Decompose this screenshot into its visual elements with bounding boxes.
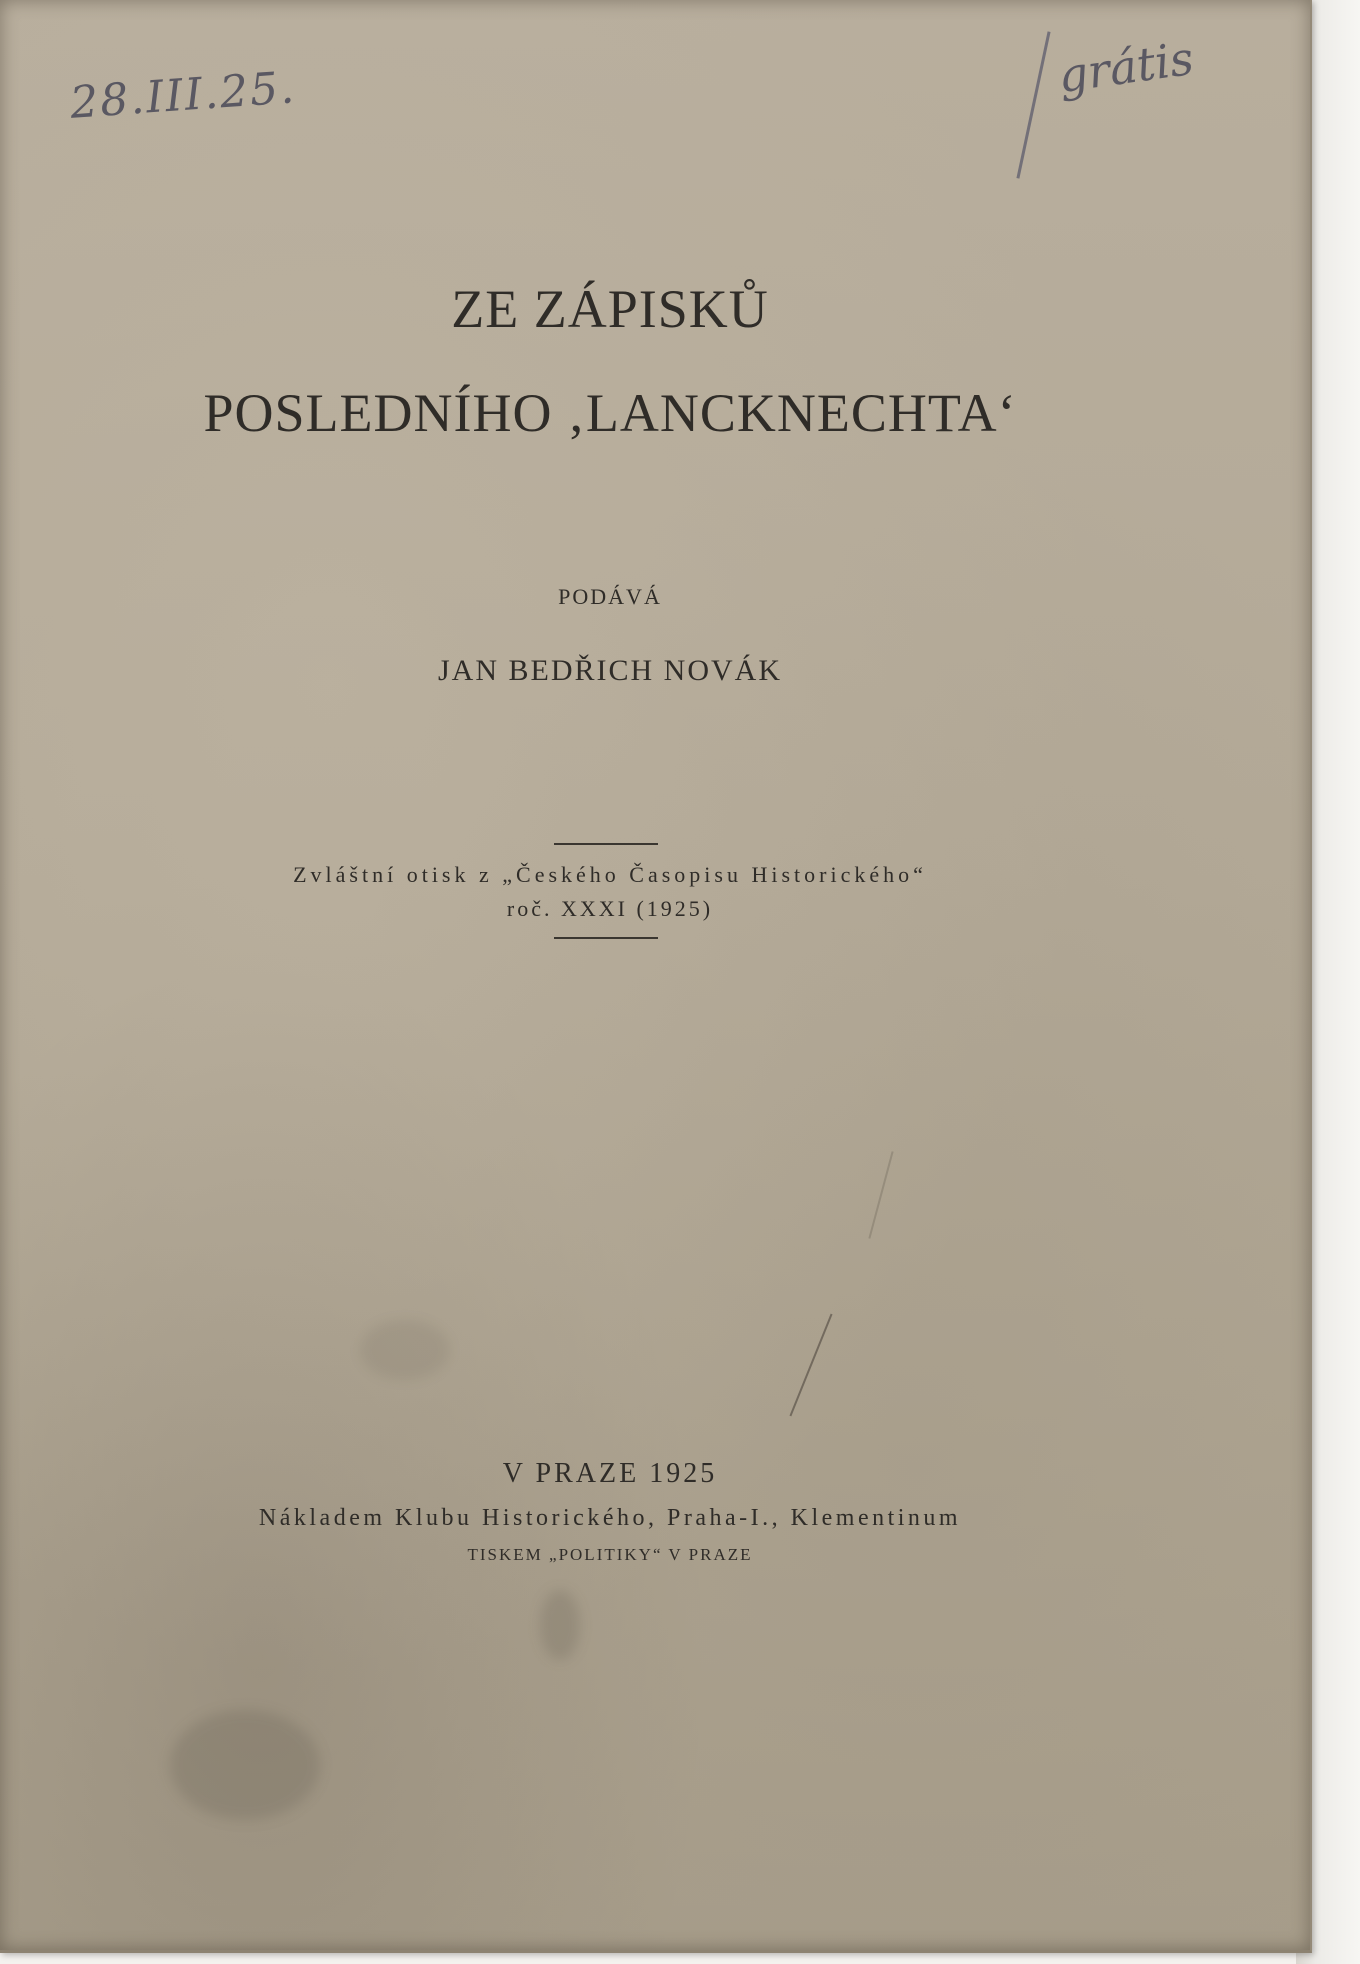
reprint-volume: roč. XXXI (1925) [506, 896, 714, 921]
printer: TISKEM „POLITIKY“ V PRAZE [467, 1545, 753, 1564]
reprint-note: Zvláštní otisk z „Českého Časopisu Historického“ [293, 862, 927, 887]
publisher: Nákladem Klubu Historického, Praha-I., Klementinum [258, 1505, 962, 1531]
title-line-1: ZE ZÁPISKŮ [451, 279, 769, 339]
divider-top [554, 843, 658, 845]
stain-mark [360, 1320, 450, 1380]
scratch-mark [868, 1151, 893, 1238]
place-year: V PRAZE 1925 [502, 1458, 718, 1489]
scratch-mark [789, 1314, 832, 1417]
stain-mark [540, 1590, 580, 1660]
author-name: JAN BEDŘICH NOVÁK [437, 654, 782, 687]
stain-mark [170, 1710, 320, 1820]
byline-label: PODÁVÁ [558, 584, 662, 609]
pencil-stroke [1016, 31, 1050, 178]
handwritten-date: 28.III.25. [68, 62, 298, 129]
divider-bottom [554, 937, 658, 939]
handwritten-note: grátis [1054, 30, 1197, 104]
title-line-2: POSLEDNÍHO ‚LANCKNECHTA‘ [203, 383, 1017, 443]
